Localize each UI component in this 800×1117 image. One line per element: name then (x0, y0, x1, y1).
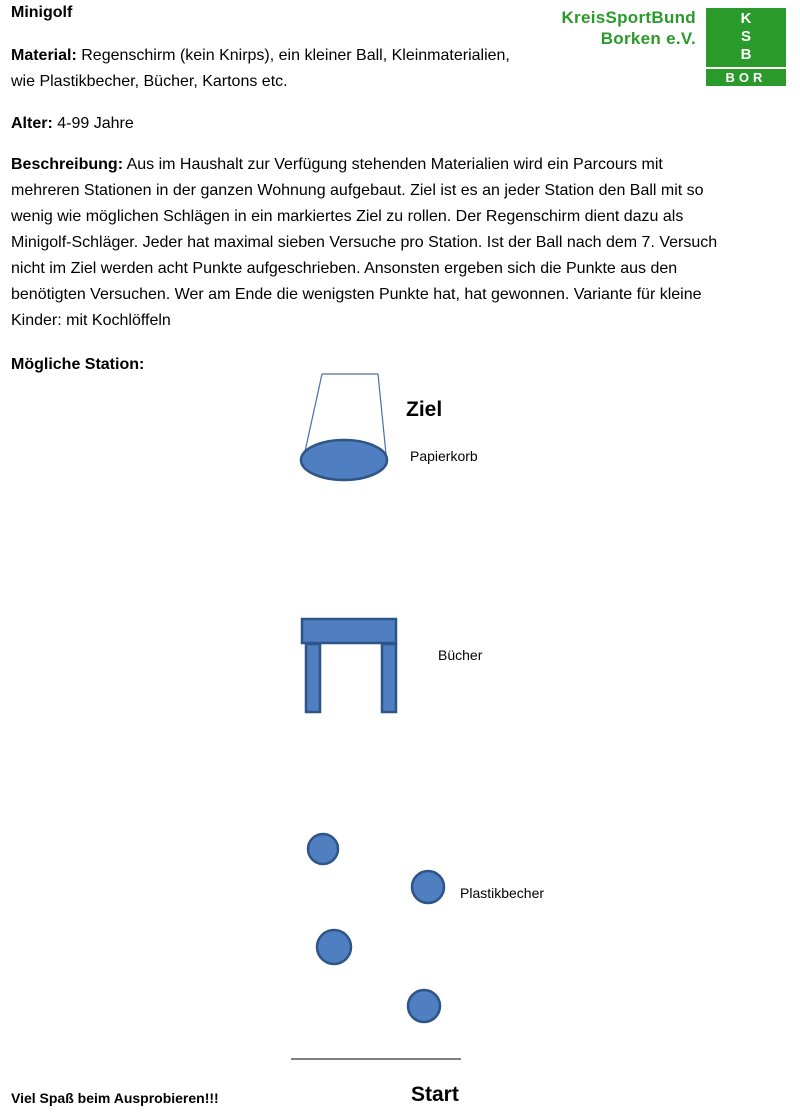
buecher-label: Bücher (438, 647, 483, 663)
cup-4 (408, 990, 440, 1022)
document-title: Minigolf (11, 4, 73, 21)
alter-text: 4-99 Jahre (57, 115, 134, 132)
beschreibung-paragraph (11, 152, 723, 334)
logo-letter-b: B (740, 46, 752, 63)
cup-1 (308, 834, 338, 864)
minigolf-station-diagram (0, 360, 800, 1117)
papierkorb-label: Papierkorb (410, 448, 478, 464)
material-text: Regenschirm (kein Knirps), ein kleiner Ball, Kleinmaterialien, wie Plastikbecher, Bücher, Kartons etc. (11, 47, 510, 90)
cup-2 (412, 871, 444, 903)
buecher-shape (302, 619, 396, 712)
ziel-label: Ziel (406, 398, 443, 421)
station-heading-text: Mögliche Station: (11, 356, 145, 373)
footer-text: Viel Spaß beim Ausprobieren!!! (11, 1090, 219, 1106)
beschreibung-text: Aus im Haushalt zur Verfügung stehenden Materialien wird ein Parcours mit mehreren Stationen in der ganzen Wohnung aufgebaut. Ziel ist es an jeder Station den Ball mit so wenig wie möglichen Schlägen in ein markiertes Ziel zu rollen. Der Regenschirm dient dazu als Minigolf-Schläger. Jeder hat maximal sieben Versuche pro Station. Ist der Ball nach dem 7. Versuch nicht im Ziel werden acht Punkte aufgeschrieben. Ansonsten ergeben sich die Punkte aus den benötigten Versuchen. Wer am Ende die wenigsten Punkte hat, hat gewonnen. Variante für kleine Kinder: mit Kochlöffeln (11, 156, 718, 329)
diagram-canvas (0, 360, 800, 1117)
material-paragraph (11, 43, 531, 95)
cup-3 (317, 930, 351, 964)
beschreibung-label: Beschreibung: (11, 156, 124, 173)
plastikbecher-label: Plastikbecher (460, 885, 545, 901)
ksb-logo-box (706, 8, 786, 86)
logo-letter-s: S (740, 28, 751, 45)
alter-label: Alter: (11, 115, 53, 132)
papierkorb-shape (301, 374, 387, 480)
logo-bottom-text: BOR (725, 70, 767, 85)
logo-divider (706, 67, 786, 69)
ksb-logo-text (561, 7, 696, 49)
start-label: Start (411, 1083, 459, 1106)
logo-line-2: Borken e.V. (600, 29, 696, 48)
logo-line-1: KreisSportBund (561, 8, 696, 27)
logo-letter-k: K (740, 10, 752, 27)
material-label: Material: (11, 47, 77, 64)
plastikbecher-shapes (308, 834, 444, 1022)
alter-paragraph (11, 111, 731, 137)
